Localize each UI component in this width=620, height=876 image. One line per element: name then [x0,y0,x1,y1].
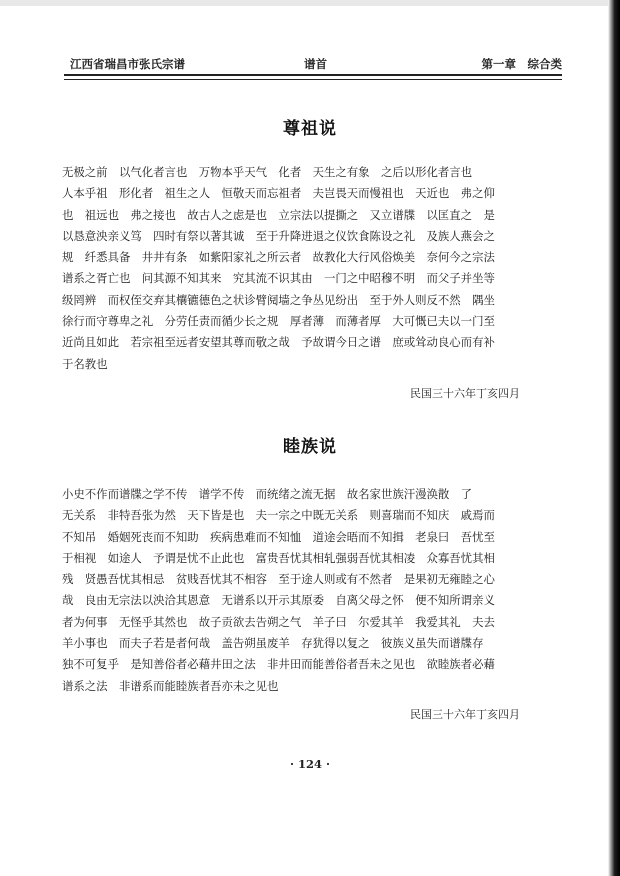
section-date-muzu: 民国三十六年丁亥四月 [410,708,520,721]
text-line: 独不可复乎 是知善俗者必藉井田之法 非井田而能善俗者吾未之见也 欲睦族者必藉 [62,657,495,672]
text-line: 谱系之法 非谱系而能睦族者吾亦未之见也 [62,678,279,693]
text-line: 级罔辨 而权侄交弃其欀镳德色之状诊臂阋墙之争丛见纷出 至于外人则反不然 隅坐 [62,292,495,307]
text-line: 以恳意泱亲义笃 四时有祭以著其诚 至于升降进退之仪饮食陈设之礼 及族人燕会之 [62,228,495,243]
text-line: 无极之前 以气化者言也 万物本乎天气 化者 天生之有象 之后以形化者言也 [62,165,473,179]
text-line: 哉 良由无宗法以泱洽其恩意 无谱系以开示其原委 自离父母之怀 便不知所谓亲义 [62,593,495,608]
text-line: 不知吊 婚姻死丧而不知助 疾病患难而不知恤 道途会晤而不知揖 老泉曰 吾忧至 [62,529,495,544]
text-line: 于名教也 [62,356,108,371]
running-header [70,54,562,74]
section-body-zunzu [62,162,568,375]
text-line: 者为何事 无怪乎其然也 故子贡欲去告朔之气 羊子曰 尔爱其羊 我爱其礼 夫去 [62,614,495,629]
text-line: 规 纤悉具备 井井有条 如紫阳家礼之所云者 故教化大行风俗焕美 奈何今之宗法 [62,250,495,265]
text-line: 羊小事也 而夫子若是者何哉 盖告朔虽废羊 存犹得以复之 彼族义虽失而谱牒存 [62,636,484,651]
text-line: 残 贤愚吾忧其相忌 贫贱吾忧其不相容 至于途人则或有不然者 是果初无雍睦之心 [62,572,495,587]
section-date-zunzu: 民国三十六年丁亥四月 [410,387,520,400]
page-number: · 124 · [289,757,331,771]
text-line: 小史不作而谱牒之学不传 谱学不传 而统绪之流无据 故名家世族汗漫涣散 了 [62,487,473,501]
header-section: 谱首 [304,57,327,71]
text-line: 近尚且如此 若宗祖至远者安望其尊而敬之哉 予故谓今日之谱 庶或耸动良心而有补 [62,335,495,350]
text-line: 无关系 非特吾张为然 天下皆是也 夫一宗之中既无关系 则喜瑞而不知庆 戚焉而 [62,508,495,523]
text-line: 于相视 如途人 予谓是忧不止此也 富贵吾忧其相轧强弱吾忧其相凌 众寡吾忧其相 [62,550,495,565]
scan-top-edge [0,0,620,6]
header-book-title: 江西省瑞昌市张氏宗谱 [70,57,185,71]
section-body-muzu [62,484,568,697]
text-line: 也 祖远也 弗之接也 故古人之虑是也 立宗法以提撕之 又立谱牒 以匡直之 是 [62,207,495,222]
header-chapter: 第一章 综合类 [481,57,562,71]
section-title-muzu: 睦族说 [283,437,337,457]
section-title-zunzu: 尊祖说 [283,119,337,139]
text-line: 人本乎祖 形化者 祖生之人 恒敬天而忘祖者 夫岂畏天而慢祖也 天近也 弗之仰 [62,186,495,201]
text-line: 徐行而守尊卑之礼 分劳任责而循少长之规 厚者薄 而薄者厚 大可慨已夫以一门至 [62,314,495,329]
header-rule [64,74,562,80]
text-line: 谱系之胥亡也 问其源不知其来 究其流不识其由 一门之中昭穆不明 而父子并坐等 [62,271,495,286]
